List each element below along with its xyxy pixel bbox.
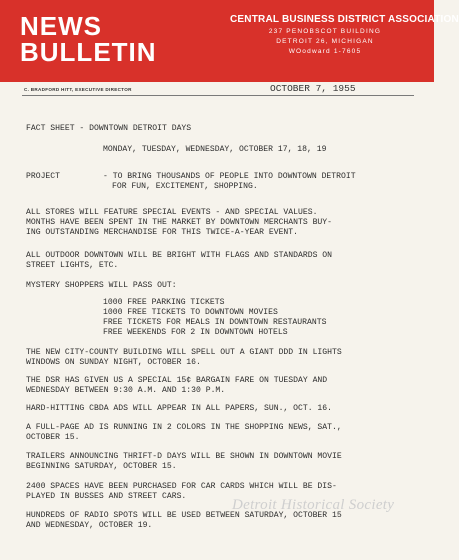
watermark: Detroit Historical Society	[232, 497, 395, 513]
executive-director: C. BRADFORD HITT, EXECUTIVE DIRECTOR	[24, 87, 132, 92]
title-bulletin: BULLETIN	[20, 37, 157, 67]
giveaway-item-3: FREE TICKETS FOR MEALS IN DOWNTOWN RESTAURANTS	[103, 318, 327, 327]
stores-line-1: ALL STORES WILL FEATURE SPECIAL EVENTS - AND SPECIAL VALUES.	[26, 208, 318, 217]
radio-spots-line-1: HUNDREDS OF RADIO SPOTS WILL BE USED BETWEEN SATURDAY, OCTOBER 15	[26, 511, 342, 520]
stores-line-3: ING OUTSTANDING MERCHANDISE FOR THIS TWICE-A-YEAR EVENT.	[26, 228, 298, 237]
dsr-fare-line-1: THE DSR HAS GIVEN US A SPECIAL 15¢ BARGAIN FARE ON TUESDAY AND	[26, 376, 328, 385]
trailers-line-2: BEGINNING SATURDAY, OCTOBER 15.	[26, 462, 177, 471]
city-county-line-2: WINDOWS ON SUNDAY NIGHT, OCTOBER 16.	[26, 358, 201, 367]
cbda-ads: HARD-HITTING CBDA ADS WILL APPEAR IN ALL PAPERS, SUN., OCT. 16.	[26, 404, 332, 413]
association-name: CENTRAL BUSINESS DISTRICT ASSOCIATION	[230, 14, 459, 25]
event-days: MONDAY, TUESDAY, WEDNESDAY, OCTOBER 17, 18, 19	[103, 145, 327, 154]
radio-spots-line-2: AND WEDNESDAY, OCTOBER 19.	[26, 521, 153, 530]
association-phone: WOodward 1-7605	[288, 48, 362, 55]
header-rule	[22, 95, 414, 96]
letterhead-banner	[0, 0, 459, 82]
outdoor-line-1: ALL OUTDOOR DOWNTOWN WILL BE BRIGHT WITH FLAGS AND STANDARDS ON	[26, 251, 332, 260]
car-cards-line-2: PLAYED IN BUSSES AND STREET CARS.	[26, 492, 187, 501]
giveaway-item-2: 1000 FREE TICKETS TO DOWNTOWN MOVIES	[103, 308, 278, 317]
association-address1: 237 PENOBSCOT BUILDING	[268, 28, 382, 35]
title-news: NEWS	[20, 11, 102, 41]
bulletin-date: OCTOBER 7, 1955	[270, 83, 356, 94]
stores-line-2: MONTHS HAVE BEEN SPENT IN THE MARKET BY DOWNTOWN MERCHANTS BUY-	[26, 218, 332, 227]
bulletin-title	[20, 13, 157, 65]
mystery-shoppers: MYSTERY SHOPPERS WILL PASS OUT:	[26, 281, 177, 290]
car-cards-line-1: 2400 SPACES HAVE BEEN PURCHASED FOR CAR CARDS WHICH WILL BE DIS-	[26, 482, 337, 491]
giveaway-item-4: FREE WEEKENDS FOR 2 IN DOWNTOWN HOTELS	[103, 328, 288, 337]
trailers-line-1: TRAILERS ANNOUNCING THRIFT-D DAYS WILL BE SHOWN IN DOWNTOWN MOVIE	[26, 452, 342, 461]
dsr-fare-line-2: WEDNESDAY BETWEEN 9:30 A.M. AND 1:30 P.M.	[26, 386, 226, 395]
project-line-2: FOR FUN, EXCITEMENT, SHOPPING.	[112, 182, 258, 191]
fact-sheet-heading: FACT SHEET - DOWNTOWN DETROIT DAYS	[26, 124, 192, 133]
project-line-1: - TO BRING THOUSANDS OF PEOPLE INTO DOWNTOWN DETROIT	[103, 172, 356, 181]
giveaway-item-1: 1000 FREE PARKING TICKETS	[103, 298, 225, 307]
association-address2: DETROIT 26, MICHIGAN	[276, 38, 374, 45]
full-page-ad-line-1: A FULL-PAGE AD IS RUNNING IN 2 COLORS IN THE SHOPPING NEWS, SAT.,	[26, 423, 342, 432]
association-block	[230, 14, 459, 55]
city-county-line-1: THE NEW CITY-COUNTY BUILDING WILL SPELL OUT A GIANT DDD IN LIGHTS	[26, 348, 342, 357]
outdoor-line-2: STREET LIGHTS, ETC.	[26, 261, 119, 270]
full-page-ad-line-2: OCTOBER 15.	[26, 433, 80, 442]
project-label: PROJECT	[26, 172, 60, 181]
